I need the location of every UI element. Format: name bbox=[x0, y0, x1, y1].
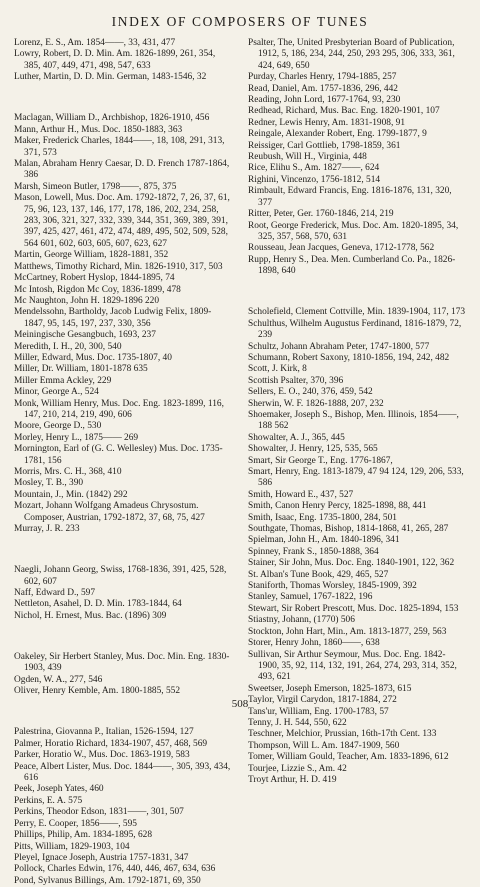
index-entry: Tenny, J. H. 544, 550, 622 bbox=[248, 717, 347, 728]
index-entry: Read, Daniel, Am. 1757-1836, 296, 442 bbox=[248, 83, 398, 94]
index-entry: Tomer, William Gould, Teacher, Am. 1833-1896, 612 bbox=[248, 752, 449, 763]
index-entry: Smith, Howard E., 437, 527 bbox=[248, 489, 354, 500]
index-entry: Mendelssohn, Bartholdy, Jacob Ludwig Felix, 1809-1847, 95, 145, 197, 237, 330, 356 bbox=[14, 307, 212, 329]
index-entry: Perkins, E. A. 575 bbox=[14, 795, 83, 806]
index-entry: Minor, George A., 524 bbox=[14, 387, 99, 398]
index-entry: Taylor, Virgil Carydon, 1817-1884, 272 bbox=[248, 695, 397, 706]
index-entry: Phillips, Philip, Am. 1834-1895, 628 bbox=[14, 830, 153, 841]
section-gap bbox=[14, 93, 232, 104]
page-number: 508 bbox=[231, 698, 249, 710]
index-entry: Showalter, A. J., 365, 445 bbox=[248, 432, 345, 443]
index-entry: Scottish Psalter, 370, 396 bbox=[248, 375, 344, 386]
index-entry: Rimbault, Edward Francis, Eng. 1816-1876, 131, 320, 377 bbox=[248, 186, 452, 208]
index-entry: Lorenz, E. S., Am. 1854——, 33, 431, 477 bbox=[14, 38, 176, 48]
index-entry: Tans'ur, William, Eng. 1700-1783, 57 bbox=[248, 706, 389, 717]
index-entry: Mornington, Earl of (G. C. Wellesley) Mus. Doc. 1735-1781, 156 bbox=[14, 444, 223, 466]
index-entry: Parker, Horatio W., Mus. Doc. 1863-1919, 583 bbox=[14, 750, 190, 761]
index-entry: Stewart, Sir Robert Prescott, Mus. Doc. 1825-1894, 153 bbox=[248, 603, 459, 614]
index-entry: Smith, Isaac, Eng. 1735-1800, 284, 501 bbox=[248, 512, 397, 523]
index-entry: Staniforth, Thomas Worsley, 1845-1909, 392 bbox=[248, 581, 417, 592]
index-entry: St. Alban's Tune Book, 429, 465, 527 bbox=[248, 569, 389, 580]
index-entry: Psalter, The, United Presbyterian Board of Publication, 1912, 5, 186, 234, 244, 250, 293 295, 306, 333, 361, 424, 649, 650 bbox=[248, 38, 455, 71]
index-entry: Smart, Henry, Eng. 1813-1879, 47 94 124, 129, 206, 533, 586 bbox=[248, 467, 464, 489]
index-entry: Righini, Vincenzo, 1756-1812, 514 bbox=[248, 174, 381, 185]
index-entry: Mozart, Johann Wolfgang Amadeus Chrysostum. Composer, Austrian, 1792-1872, 37, 68, 75, 427 bbox=[14, 501, 205, 523]
section-gap bbox=[14, 545, 232, 556]
index-entry: Sullivan, Sir Arthur Seymour, Mus. Doc. Eng. 1842-1900, 35, 92, 114, 132, 191, 264, 274, 293, 314, 352, 493, 621 bbox=[248, 649, 457, 683]
index-entry: Moore, George D., 530 bbox=[14, 421, 102, 432]
index-entry: Maclagan, William D., Archbishop, 1826-1910, 456 bbox=[14, 113, 210, 124]
index-entry: Palestrina, Giovanna P., Italian, 1526-1594, 127 bbox=[14, 727, 194, 738]
index-entry: Monk, William Henry, Mus. Doc. Eng. 1823-1899, 116, 147, 210, 214, 219, 490, 606 bbox=[14, 398, 224, 420]
index-entry: Redhead, Richard, Mus. Bac. Eng. 1820-1901, 107 bbox=[248, 106, 440, 117]
index-entry: Mann, Arthur H., Mus. Doc. 1850-1883, 363 bbox=[14, 124, 183, 135]
index-entry: Troyt Arthur, H. D. 419 bbox=[248, 774, 337, 785]
index-entry: Ogden, W. A., 277, 546 bbox=[14, 674, 103, 685]
index-entry: Matthews, Timothy Richard, Min. 1826-1910, 317, 503 bbox=[14, 261, 223, 272]
index-entry: Reingale, Alexander Robert, Eng. 1799-1877, 9 bbox=[248, 129, 427, 140]
index-entry: Stiastny, Johann, (1770) 506 bbox=[248, 615, 355, 626]
index-entry: Palmer, Horatio Richard, 1834-1907, 457, 468, 569 bbox=[14, 738, 208, 749]
index-entry: Schultz, Johann Abraham Peter, 1747-1800, 577 bbox=[248, 341, 430, 352]
index-entry: Peace, Albert Lister, Mus. Doc. 1844——, 305, 393, 434, 616 bbox=[14, 761, 231, 784]
index-entry: Stanley, Samuel, 1767-1822, 196 bbox=[248, 592, 373, 603]
index-entry: Malan, Abraham Henry Caesar, D. D. French 1787-1864, 386 bbox=[14, 159, 230, 181]
index-entry: Maker, Frederick Charles, 1844——, 18, 108, 291, 313, 371, 573 bbox=[14, 136, 225, 158]
index-entry: Pond, Sylvanus Billings, Am. 1792-1871, 69, 350 bbox=[14, 875, 201, 886]
index-entry: Redner, Lewis Henry, Am. 1831-1908, 91 bbox=[248, 117, 406, 128]
index-entry: Lowry, Robert, D. D. Min. Am. 1826-1899, 261, 354, 385, 407, 449, 471, 498, 547, 633 bbox=[14, 49, 216, 71]
index-entry: Showalter, J. Henry, 125, 535, 565 bbox=[248, 444, 378, 455]
index-entry: Scott, J. Kirk, 8 bbox=[248, 364, 307, 375]
index-entry: Meiningische Gesangbuch, 1693, 237 bbox=[14, 330, 156, 341]
index-entry: Rupp, Henry S., Dea. Men. Cumberland Co. Pa., 1826-1898, 640 bbox=[248, 254, 456, 277]
index-entry: Reading, John Lord, 1677-1764, 93, 230 bbox=[248, 95, 401, 106]
index-entry: Rice, Elihu S., Am. 1827——, 624 bbox=[248, 163, 380, 174]
index-entry: Oakeley, Sir Herbert Stanley, Mus. Doc. Min. Eng. 1830-1903, 439 bbox=[14, 652, 230, 674]
index-entry: Teschner, Melchior, Prussian, 16th-17th Cent. 133 bbox=[248, 729, 437, 740]
index-entry: Oliver, Henry Kemble, Am. 1800-1885, 552 bbox=[14, 686, 181, 697]
index-entry: Spielman, John H., Am. 1840-1896, 341 bbox=[248, 535, 400, 546]
index-entry: Root, George Frederick, Mus. Doc. Am. 1820-1895, 34, 325, 357, 568, 570, 631 bbox=[248, 220, 459, 242]
index-entry: McCartney, Robert Hyslop, 1844-1895, 74 bbox=[14, 273, 175, 284]
index-entry: Marsh, Simeon Butler, 1798——, 875, 375 bbox=[14, 181, 177, 192]
index-entry: Pitts, William, 1829-1903, 104 bbox=[14, 841, 130, 852]
right-column bbox=[248, 38, 466, 887]
index-entry: Miller, Edward, Mus. Doc. 1735-1807, 40 bbox=[14, 352, 172, 363]
index-entry: Scholefield, Clement Cottville, Min. 1839-1904, 117, 173 bbox=[248, 307, 466, 318]
index-entry: Smith, Canon Henry Percy, 1825-1898, 88, 441 bbox=[248, 501, 427, 512]
index-entry: Schulthus, Wilhelm Augustus Ferdinand, 1816-1879, 72, 239 bbox=[248, 318, 462, 341]
section-gap bbox=[248, 287, 466, 298]
index-entry: Miller Emma Ackley, 229 bbox=[14, 375, 112, 386]
index-entry: Martin, George William, 1828-1881, 352 bbox=[14, 250, 169, 261]
index-entry: Reubush, Will H., Virginia, 448 bbox=[248, 152, 367, 163]
page-title: INDEX OF COMPOSERS OF TUNES bbox=[111, 14, 369, 29]
index-entry: Sweetser, Joseph Emerson, 1825-1873, 615 bbox=[248, 683, 412, 694]
index-entry: Perkins, Theodor Edson, 1831——, 301, 507 bbox=[14, 807, 184, 818]
index-entry: Nettleton, Asahel, D. D. Min. 1783-1844, 64 bbox=[14, 599, 182, 610]
index-entry: Stainer, Sir John, Mus. Doc. Eng. 1840-1901, 122, 362 bbox=[248, 558, 455, 569]
index-entry: Mason, Lowell, Mus. Doc. Am. 1792-1872, 7, 26, 37, 61, 75, 96, 123, 137, 146, 177, 178, 186, 202, 234, 258, 283, 306, 321, 327, 332, 339, 344, 351, 369, 389, 391, 397, 425, 427, 461, 472, 474, 489, 495, 502, 509, 528, 564 601, 602, 603, 605, 607, 623, 627 bbox=[14, 193, 230, 249]
index-entry: Reissiger, Carl Gottlieb, 1798-1859, 361 bbox=[248, 140, 401, 151]
index-entry: Mosley, T. B., 390 bbox=[14, 478, 84, 489]
left-column bbox=[14, 38, 232, 887]
index-entry: Naegli, Johann Georg, Swiss, 1768-1836, 391, 425, 528, 602, 607 bbox=[14, 565, 227, 587]
index-entry: Ritter, Peter, Ger. 1760-1846, 214, 219 bbox=[248, 209, 394, 220]
index-entry: Shoemaker, Joseph S., Bishop, Men. Illinois, 1854——, 188 562 bbox=[248, 409, 459, 432]
index-entry: Pleyel, Ignace Joseph, Austria 1757-1831, 347 bbox=[14, 852, 189, 863]
index-entry: Meredith, I. H., 20, 300, 540 bbox=[14, 341, 122, 352]
index-entry: Mc Intosh, Rigdon Mc Coy, 1836-1899, 478 bbox=[14, 284, 181, 295]
index-entry: Mc Naughton, John H. 1829-1896 220 bbox=[14, 295, 160, 306]
index-entry: Luther, Martin, D. D. Min. German, 1483-1546, 32 bbox=[14, 72, 207, 83]
index-entry: Morley, Henry L., 1875—— 269 bbox=[14, 432, 139, 443]
index-entry: Rousseau, Jean Jacques, Geneva, 1712-1778, 562 bbox=[248, 243, 435, 254]
index-entry: Sellers, E. O., 240, 376, 459, 542 bbox=[248, 387, 373, 398]
index-entry: Murray, J. R. 233 bbox=[14, 524, 80, 535]
index-entry: Southgate, Thomas, Bishop, 1814-1868, 41, 265, 287 bbox=[248, 524, 449, 535]
index-entry: Perry, E. Cooper, 1856——, 595 bbox=[14, 818, 137, 829]
index-entry: Schumann, Robert Saxony, 1810-1856, 194, 242, 482 bbox=[248, 352, 450, 363]
index-entry: Naff, Edward D., 597 bbox=[14, 588, 96, 599]
index-entry: Morris, Mrs. C. H., 368, 410 bbox=[14, 467, 122, 477]
section-gap bbox=[14, 632, 232, 643]
index-entry: Pollock, Charles Edwin, 176, 440, 446, 467, 634, 636 bbox=[14, 864, 216, 875]
index-entry: Nichol, H. Ernest, Mus. Bac. (1896) 309 bbox=[14, 610, 167, 621]
index-entry: Sherwin, W. F. 1826-1888, 207, 232 bbox=[248, 398, 384, 409]
index-entry: Spinney, Frank S., 1850-1888, 364 bbox=[248, 546, 379, 557]
index-entry: Smart, Sir George T., Eng. 1776-1867, bbox=[248, 455, 393, 466]
index-entry: Storer, Henry John, 1860——, 638 bbox=[248, 638, 380, 649]
index-entry: Miller, Dr. William, 1801-1878 635 bbox=[14, 364, 148, 375]
index-entry: Peek, Joseph Yates, 460 bbox=[14, 784, 104, 795]
index-entry: Tourjee, Lizzie S., Am. 42 bbox=[248, 763, 347, 774]
index-entry: Mountain, J., Min. (1842) 292 bbox=[14, 489, 128, 500]
index-columns bbox=[14, 38, 466, 887]
index-entry: Stockton, John Hart, Min., Am. 1813-1877, 259, 563 bbox=[248, 626, 447, 637]
index-entry: Thompson, Will L. Am. 1847-1909, 560 bbox=[248, 740, 400, 751]
index-entry: Purday, Charles Henry, 1794-1885, 257 bbox=[248, 72, 397, 83]
